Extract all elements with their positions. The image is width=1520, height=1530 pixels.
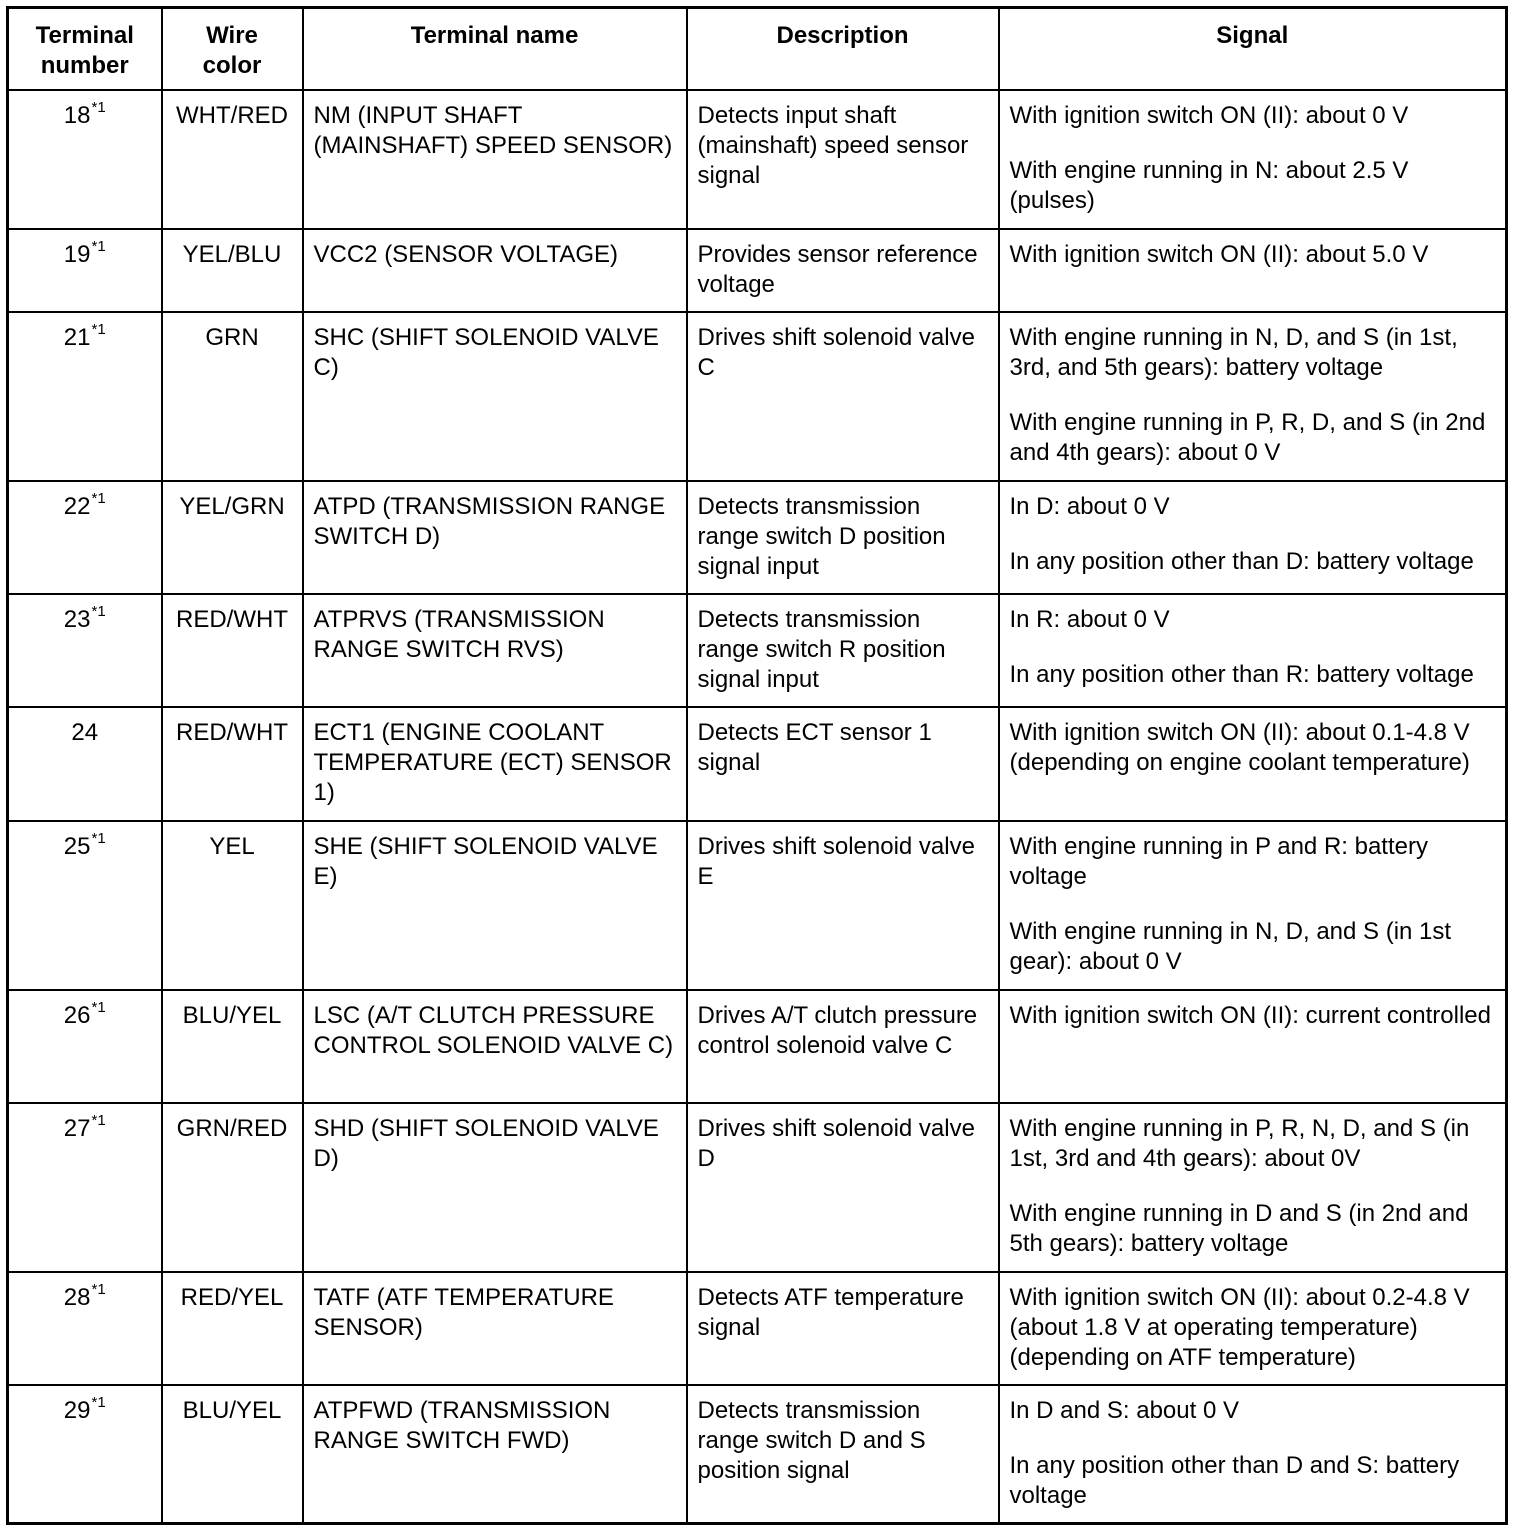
signal-line: In any position other than D: battery voltage [1009, 547, 1474, 575]
signal-line: With engine running in N, D, and S (in 1st, 3rd, and 5th gears): battery voltage [1009, 323, 1458, 381]
signal-line: With engine running in N: about 2.5 V (pulses) [1009, 156, 1409, 214]
description-cell: Drives shift solenoid valve D [687, 1103, 999, 1272]
table-row [8, 90, 1507, 229]
signal-line: With engine running in D and S (in 2nd and 5th gears): battery voltage [1009, 1199, 1469, 1257]
terminal-number: 24 [71, 718, 99, 746]
footnote-marker: *1 [91, 489, 106, 507]
table-body [8, 90, 1507, 1524]
wire-color-cell: YEL/BLU [162, 229, 303, 312]
description-cell: Drives shift solenoid valve E [687, 821, 999, 990]
footnote-marker: *1 [91, 237, 106, 255]
terminal-table [6, 6, 1508, 1525]
signal-line: With ignition switch ON (II): about 0 V [1009, 101, 1409, 129]
wire-color-cell: RED/YEL [162, 1272, 303, 1385]
terminal-name-cell: ATPD (TRANSMISSION RANGE SWITCH D) [303, 481, 687, 594]
signal-cell [999, 90, 1507, 229]
wire-color-cell: BLU/YEL [162, 1385, 303, 1524]
terminal-number-cell [8, 90, 162, 229]
table-row [8, 1385, 1507, 1524]
terminal-number-cell [8, 1385, 162, 1524]
terminal-name-cell: TATF (ATF TEMPERATURE SENSOR) [303, 1272, 687, 1385]
terminal-name-cell: ATPRVS (TRANSMISSION RANGE SWITCH RVS) [303, 594, 687, 707]
terminal-number-cell [8, 1272, 162, 1385]
terminal-number: 22 [63, 492, 91, 520]
terminal-number-cell [8, 1103, 162, 1272]
terminal-number: 18 [63, 101, 91, 129]
terminal-number-cell [8, 229, 162, 312]
signal-line: With engine running in P and R: battery voltage [1009, 832, 1428, 890]
terminal-number-cell [8, 707, 162, 821]
terminal-number-cell [8, 821, 162, 990]
wire-color-cell: WHT/RED [162, 90, 303, 229]
description-cell: Detects ATF temperature signal [687, 1272, 999, 1385]
signal-cell [999, 481, 1507, 594]
header-wire-color: Wire color [162, 8, 303, 90]
terminal-number-cell [8, 481, 162, 594]
table-header-row [8, 8, 1507, 90]
terminal-name-cell: SHE (SHIFT SOLENOID VALVE E) [303, 821, 687, 990]
wire-color-cell: YEL/GRN [162, 481, 303, 594]
terminal-number: 26 [63, 1001, 91, 1029]
signal-cell [999, 990, 1507, 1103]
wire-color-cell: YEL [162, 821, 303, 990]
description-cell: Detects transmission range switch D and S position signal [687, 1385, 999, 1524]
terminal-name-cell: SHD (SHIFT SOLENOID VALVE D) [303, 1103, 687, 1272]
footnote-marker: *1 [91, 829, 106, 847]
footnote-marker: *1 [91, 1393, 106, 1411]
footnote-marker: *1 [91, 1111, 106, 1129]
signal-cell [999, 821, 1507, 990]
description-cell: Drives shift solenoid valve C [687, 312, 999, 481]
description-cell: Detects transmission range switch D position signal input [687, 481, 999, 594]
terminal-number-cell [8, 312, 162, 481]
wire-color-cell: BLU/YEL [162, 990, 303, 1103]
table-row [8, 707, 1507, 821]
signal-line: With ignition switch ON (II): about 5.0 V [1009, 240, 1429, 268]
terminal-number: 21 [63, 323, 91, 351]
table-row [8, 481, 1507, 594]
signal-line: With ignition switch ON (II): about 0.1-4.8 V (depending on engine coolant temperature) [1009, 718, 1470, 776]
terminal-number: 19 [63, 240, 91, 268]
wire-color-cell: RED/WHT [162, 707, 303, 821]
footnote-marker: *1 [91, 1280, 106, 1298]
table-row [8, 990, 1507, 1103]
terminal-number: 29 [63, 1396, 91, 1424]
signal-cell [999, 1103, 1507, 1272]
signal-line: In R: about 0 V [1009, 605, 1170, 633]
description-cell: Detects transmission range switch R position signal input [687, 594, 999, 707]
header-signal: Signal [999, 8, 1507, 90]
signal-line: In D: about 0 V [1009, 492, 1170, 520]
terminal-number: 23 [63, 605, 91, 633]
signal-line: With engine running in P, R, N, D, and S (in 1st, 3rd and 4th gears): about 0V [1009, 1114, 1470, 1172]
terminal-name-cell: SHC (SHIFT SOLENOID VALVE C) [303, 312, 687, 481]
signal-cell [999, 1385, 1507, 1524]
table-row [8, 229, 1507, 312]
terminal-number: 27 [63, 1114, 91, 1142]
footnote-marker: *1 [91, 98, 106, 116]
table-row [8, 1103, 1507, 1272]
signal-cell [999, 594, 1507, 707]
terminal-name-cell: VCC2 (SENSOR VOLTAGE) [303, 229, 687, 312]
header-terminal-number: Terminal number [8, 8, 162, 90]
wire-color-cell: GRN [162, 312, 303, 481]
signal-cell [999, 229, 1507, 312]
signal-line: With engine running in N, D, and S (in 1st gear): about 0 V [1009, 917, 1452, 975]
terminal-name-cell: LSC (A/T CLUTCH PRESSURE CONTROL SOLENOID VALVE C) [303, 990, 687, 1103]
header-terminal-name: Terminal name [303, 8, 687, 90]
wire-color-cell: GRN/RED [162, 1103, 303, 1272]
terminal-number-cell [8, 990, 162, 1103]
terminal-name-cell: ATPFWD (TRANSMISSION RANGE SWITCH FWD) [303, 1385, 687, 1524]
description-cell: Drives A/T clutch pressure control solenoid valve C [687, 990, 999, 1103]
signal-line: In D and S: about 0 V [1009, 1396, 1239, 1424]
description-cell: Detects ECT sensor 1 signal [687, 707, 999, 821]
terminal-name-cell: NM (INPUT SHAFT (MAINSHAFT) SPEED SENSOR) [303, 90, 687, 229]
signal-line: In any position other than D and S: battery voltage [1009, 1451, 1460, 1509]
table-row [8, 312, 1507, 481]
signal-cell [999, 707, 1507, 821]
terminal-number: 28 [63, 1283, 91, 1311]
table-row [8, 1272, 1507, 1385]
signal-line: With ignition switch ON (II): about 0.2-4.8 V (about 1.8 V at operating temperature) (depending on ATF temperature) [1009, 1283, 1470, 1371]
terminal-number-cell [8, 594, 162, 707]
footnote-marker: *1 [91, 320, 106, 338]
signal-line: With engine running in P, R, D, and S (in 2nd and 4th gears): about 0 V [1009, 408, 1486, 466]
signal-cell [999, 1272, 1507, 1385]
description-cell: Provides sensor reference voltage [687, 229, 999, 312]
terminal-name-cell: ECT1 (ENGINE COOLANT TEMPERATURE (ECT) SENSOR 1) [303, 707, 687, 821]
description-cell: Detects input shaft (mainshaft) speed sensor signal [687, 90, 999, 229]
table-row [8, 594, 1507, 707]
signal-line: In any position other than R: battery voltage [1009, 660, 1474, 688]
footnote-marker: *1 [91, 602, 106, 620]
signal-cell [999, 312, 1507, 481]
footnote-marker: *1 [91, 998, 106, 1016]
signal-line: With ignition switch ON (II): current controlled [1009, 1001, 1491, 1029]
header-description: Description [687, 8, 999, 90]
terminal-number: 25 [63, 832, 91, 860]
table-row [8, 821, 1507, 990]
wire-color-cell: RED/WHT [162, 594, 303, 707]
